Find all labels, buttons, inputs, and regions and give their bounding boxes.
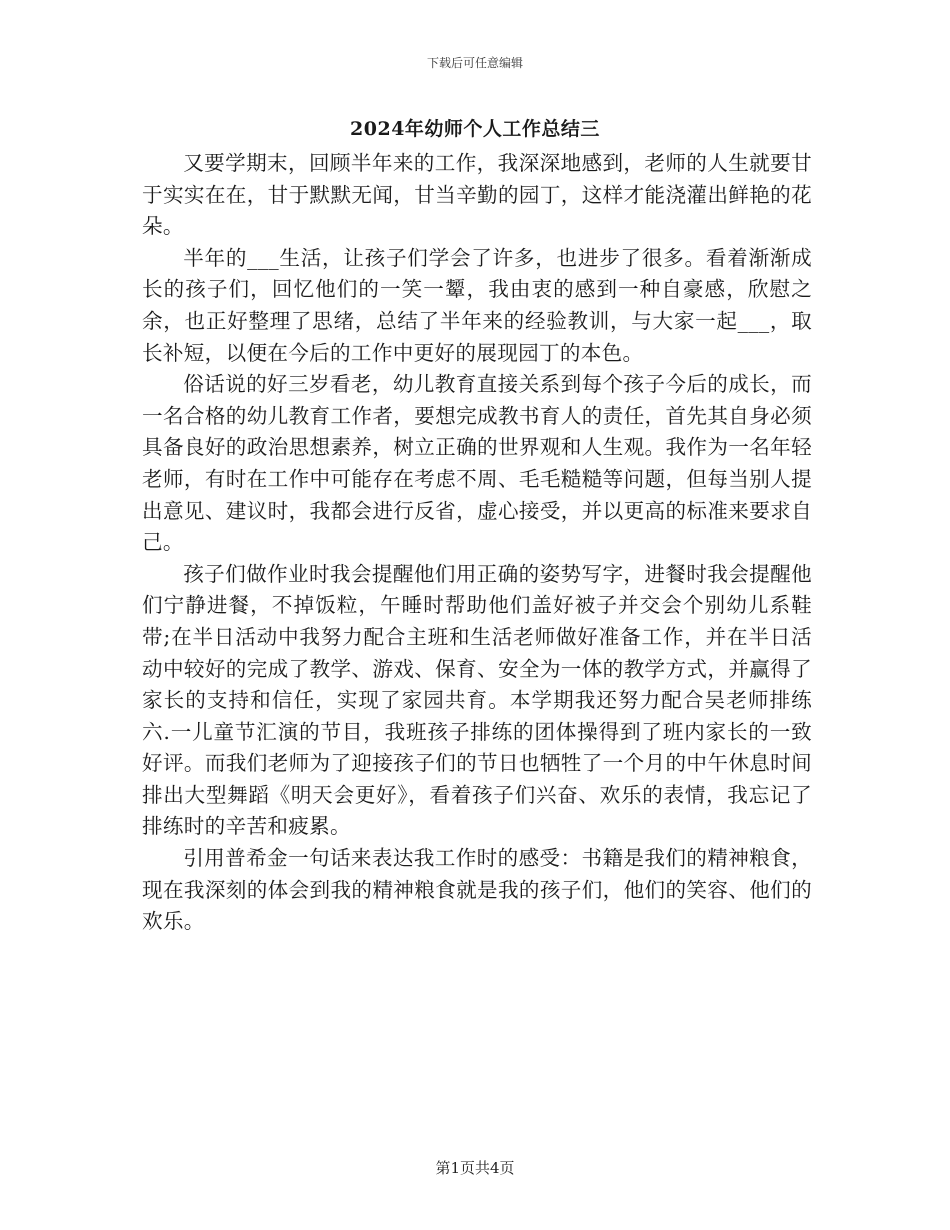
page-header-note: 下载后可任意编辑 (426, 56, 523, 70)
paragraph-5: 引用普希金一句话来表达我工作时的感受：书籍是我们的精神粮食，现在我深刻的体会到我的精神粮食就是我的孩子们，他们的笑容、他们的欢乐。 (142, 846, 812, 934)
document-title: 2024年幼师个人工作总结三 (350, 118, 600, 140)
page-number-footer: 第1页共4页 (435, 1159, 515, 1177)
document-body (142, 148, 812, 938)
paragraph-3: 俗话说的好三岁看老，幼儿教育直接关系到每个孩子今后的成长，而一名合格的幼儿教育工作者，要想完成教书育人的责任，首先其自身必须具备良好的政治思想素养，树立正确的世界观和人生观。我作为一名年轻老师，有时在工作中可能存在考虑不周、毛毛糙糙等问题，但每当别人提出意见、建议时，我都会进行反省，虚心接受，并以更高的标准来要求自己。 (142, 372, 812, 555)
paragraph-4: 孩子们做作业时我会提醒他们用正确的姿势写字，进餐时我会提醒他们宁静进餐，不掉饭粒，午睡时帮助他们盖好被子并交会个别幼儿系鞋带;在半日活动中我努力配合主班和生活老师做好准备工作，并在半日活动中较好的完成了教学、游戏、保育、安全为一体的教学方式，并赢得了家长的支持和信任，实现了家园共育。本学期我还努力配合吴老师排练六.一儿童节汇演的节目，我班孩子排练的团体操得到了班内家长的一致好评。而我们老师为了迎接孩子们的节日也牺牲了一个月的中午休息时间排出大型舞蹈《明天会更好》，看着孩子们兴奋、欢乐的表情，我忘记了排练时的辛苦和疲累。 (142, 561, 812, 839)
paragraph-2: 半年的___生活，让孩子们学会了许多，也进步了很多。看着渐渐成长的孩子们，回忆他们的一笑一颦，我由衷的感到一种自豪感，欣慰之余，也正好整理了思绪，总结了半年来的经验教训，与大家一起___，取长补短，以便在今后的工作中更好的展现园丁的本色。 (142, 245, 812, 365)
paragraph-1: 又要学期末，回顾半年来的工作，我深深地感到，老师的人生就要甘于实实在在，甘于默默无闻，甘当辛勤的园丁，这样才能浇灌出鲜艳的花朵。 (142, 151, 812, 239)
